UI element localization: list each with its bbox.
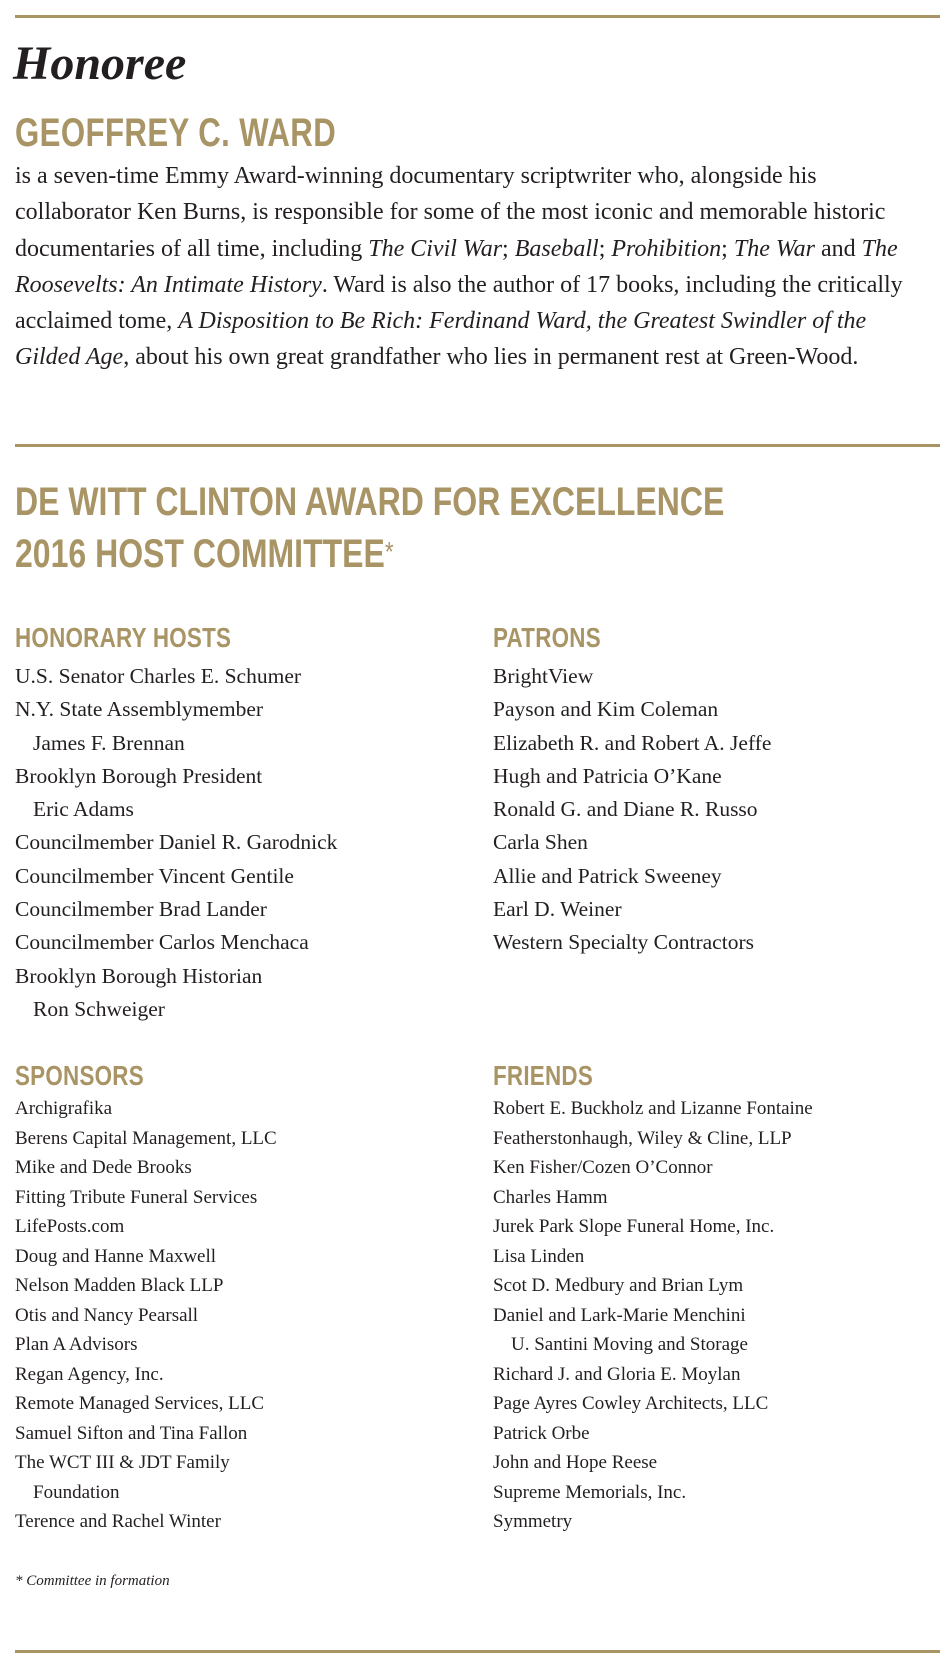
list-item: Earl D. Weiner bbox=[493, 897, 622, 922]
committee-title-asterisk: * bbox=[384, 536, 394, 567]
list-item: Foundation bbox=[33, 1481, 120, 1503]
list-item: Scot D. Medbury and Brian Lym bbox=[493, 1275, 744, 1296]
list-item: Daniel and Lark-Marie Menchini bbox=[493, 1304, 746, 1326]
sponsors-list bbox=[15, 1094, 277, 1537]
list-item: U.S. Senator Charles E. Schumer bbox=[15, 664, 302, 688]
bio-title-italic: A Disposition to Be Rich: Ferdinand Ward, the Greatest Swindler of the Gilded Age bbox=[15, 308, 867, 371]
bio-title-italic: Prohibition bbox=[611, 235, 722, 262]
list-item: Remote Managed Services, LLC bbox=[15, 1393, 265, 1414]
honorary-hosts-heading: HONORARY HOSTS bbox=[15, 622, 232, 653]
bio-title-italic: The Roosevelts: An Intimate History bbox=[15, 235, 898, 298]
list-item: Mike and Dede Brooks bbox=[15, 1157, 192, 1178]
list-item: Eric Adams bbox=[33, 797, 134, 822]
list-item: U. Santini Moving and Storage bbox=[511, 1334, 748, 1355]
list-item: Berens Capital Management, LLC bbox=[15, 1127, 277, 1149]
list-item: N.Y. State Assemblymember bbox=[15, 697, 264, 722]
list-item: Jurek Park Slope Funeral Home, Inc. bbox=[493, 1216, 775, 1237]
list-item: Richard J. and Gloria E. Moylan bbox=[493, 1363, 741, 1385]
list-item: Robert E. Buckholz and Lizanne Fontaine bbox=[493, 1098, 813, 1119]
honoree-bio bbox=[15, 158, 935, 376]
patrons-list bbox=[493, 660, 771, 960]
list-item: Fitting Tribute Funeral Services bbox=[15, 1186, 258, 1208]
bottom-rule bbox=[15, 1650, 940, 1653]
committee-title-line1: DE WITT CLINTON AWARD FOR EXCELLENCE bbox=[15, 480, 725, 524]
list-item: Otis and Nancy Pearsall bbox=[15, 1304, 199, 1326]
list-item: Hugh and Patricia O’Kane bbox=[493, 763, 722, 788]
bio-title-italic: The War bbox=[733, 235, 815, 262]
top-rule bbox=[15, 15, 940, 18]
list-item: Supreme Memorials, Inc. bbox=[493, 1481, 687, 1503]
bio-text: is a seven-time Emmy Award-winning documentary scriptwriter who, alongside his collaborator Ken Burns, is responsible for some of the most iconic and memorable historic documentaries of all time, including bbox=[15, 163, 886, 262]
list-item: Symmetry bbox=[493, 1511, 573, 1532]
list-item: Nelson Madden Black LLP bbox=[15, 1275, 224, 1296]
bio-title-italic: Baseball bbox=[514, 235, 599, 262]
sponsors-heading: SPONSORS bbox=[15, 1060, 144, 1091]
list-item: Allie and Patrick Sweeney bbox=[493, 863, 722, 888]
list-item: Lisa Linden bbox=[493, 1245, 585, 1267]
friends-list bbox=[493, 1094, 813, 1537]
list-item: Charles Hamm bbox=[493, 1186, 608, 1208]
bio-text: and bbox=[814, 235, 862, 262]
list-item: Councilmember Daniel R. Garodnick bbox=[15, 830, 338, 855]
list-item: Elizabeth R. and Robert A. Jeffe bbox=[493, 730, 772, 755]
list-item: Patrick Orbe bbox=[493, 1422, 590, 1444]
bio-text: . Ward is also the author of 17 books, including the critically acclaimed tome, bbox=[15, 271, 903, 335]
list-item: Regan Agency, Inc. bbox=[15, 1363, 164, 1385]
honorary-hosts-list bbox=[15, 660, 337, 1026]
list-item: BrightView bbox=[493, 664, 594, 688]
bio-title-italic: The Civil War bbox=[368, 235, 503, 262]
list-item: Payson and Kim Coleman bbox=[493, 697, 719, 722]
list-item: Brooklyn Borough Historian bbox=[15, 963, 263, 988]
list-item: Ken Fisher/Cozen O’Connor bbox=[493, 1157, 713, 1178]
list-item: Brooklyn Borough President bbox=[15, 763, 263, 788]
list-item: Featherstonhaugh, Wiley & Cline, LLP bbox=[493, 1127, 792, 1149]
honoree-section-label: Honoree bbox=[13, 37, 187, 90]
list-item: Councilmember Vincent Gentile bbox=[15, 863, 294, 888]
list-item: Councilmember Carlos Menchaca bbox=[15, 930, 309, 955]
patrons-heading: PATRONS bbox=[493, 622, 601, 653]
list-item: Carla Shen bbox=[493, 830, 588, 855]
list-item: Samuel Sifton and Tina Fallon bbox=[15, 1422, 248, 1444]
committee-title bbox=[15, 476, 724, 580]
list-item: Page Ayres Cowley Architects, LLC bbox=[493, 1393, 769, 1414]
bio-text: ; bbox=[721, 235, 734, 262]
committee-title-line2: 2016 HOST COMMITTEE bbox=[15, 532, 385, 576]
list-item: James F. Brennan bbox=[33, 730, 185, 755]
list-item: Western Specialty Contractors bbox=[493, 930, 754, 955]
honoree-name: GEOFFREY C. WARD bbox=[15, 111, 337, 155]
list-item: Councilmember Brad Lander bbox=[15, 897, 267, 922]
bio-text: , about his own great grandfather who lies in permanent rest at Green-Wood. bbox=[123, 344, 859, 371]
bio-text: ; bbox=[598, 235, 612, 262]
middle-rule bbox=[15, 444, 940, 447]
list-item: John and Hope Reese bbox=[493, 1452, 658, 1473]
friends-heading: FRIENDS bbox=[493, 1060, 593, 1091]
list-item: Ron Schweiger bbox=[33, 996, 165, 1021]
footnote: * Committee in formation bbox=[15, 1573, 170, 1589]
bio-text: ; bbox=[502, 235, 515, 262]
list-item: LifePosts.com bbox=[15, 1216, 125, 1237]
list-item: Archigrafika bbox=[15, 1098, 113, 1119]
list-item: Plan A Advisors bbox=[15, 1334, 138, 1355]
list-item: Doug and Hanne Maxwell bbox=[15, 1245, 217, 1267]
list-item: Terence and Rachel Winter bbox=[15, 1511, 221, 1532]
list-item: The WCT III & JDT Family bbox=[15, 1452, 230, 1473]
list-item: Ronald G. and Diane R. Russo bbox=[493, 797, 758, 822]
